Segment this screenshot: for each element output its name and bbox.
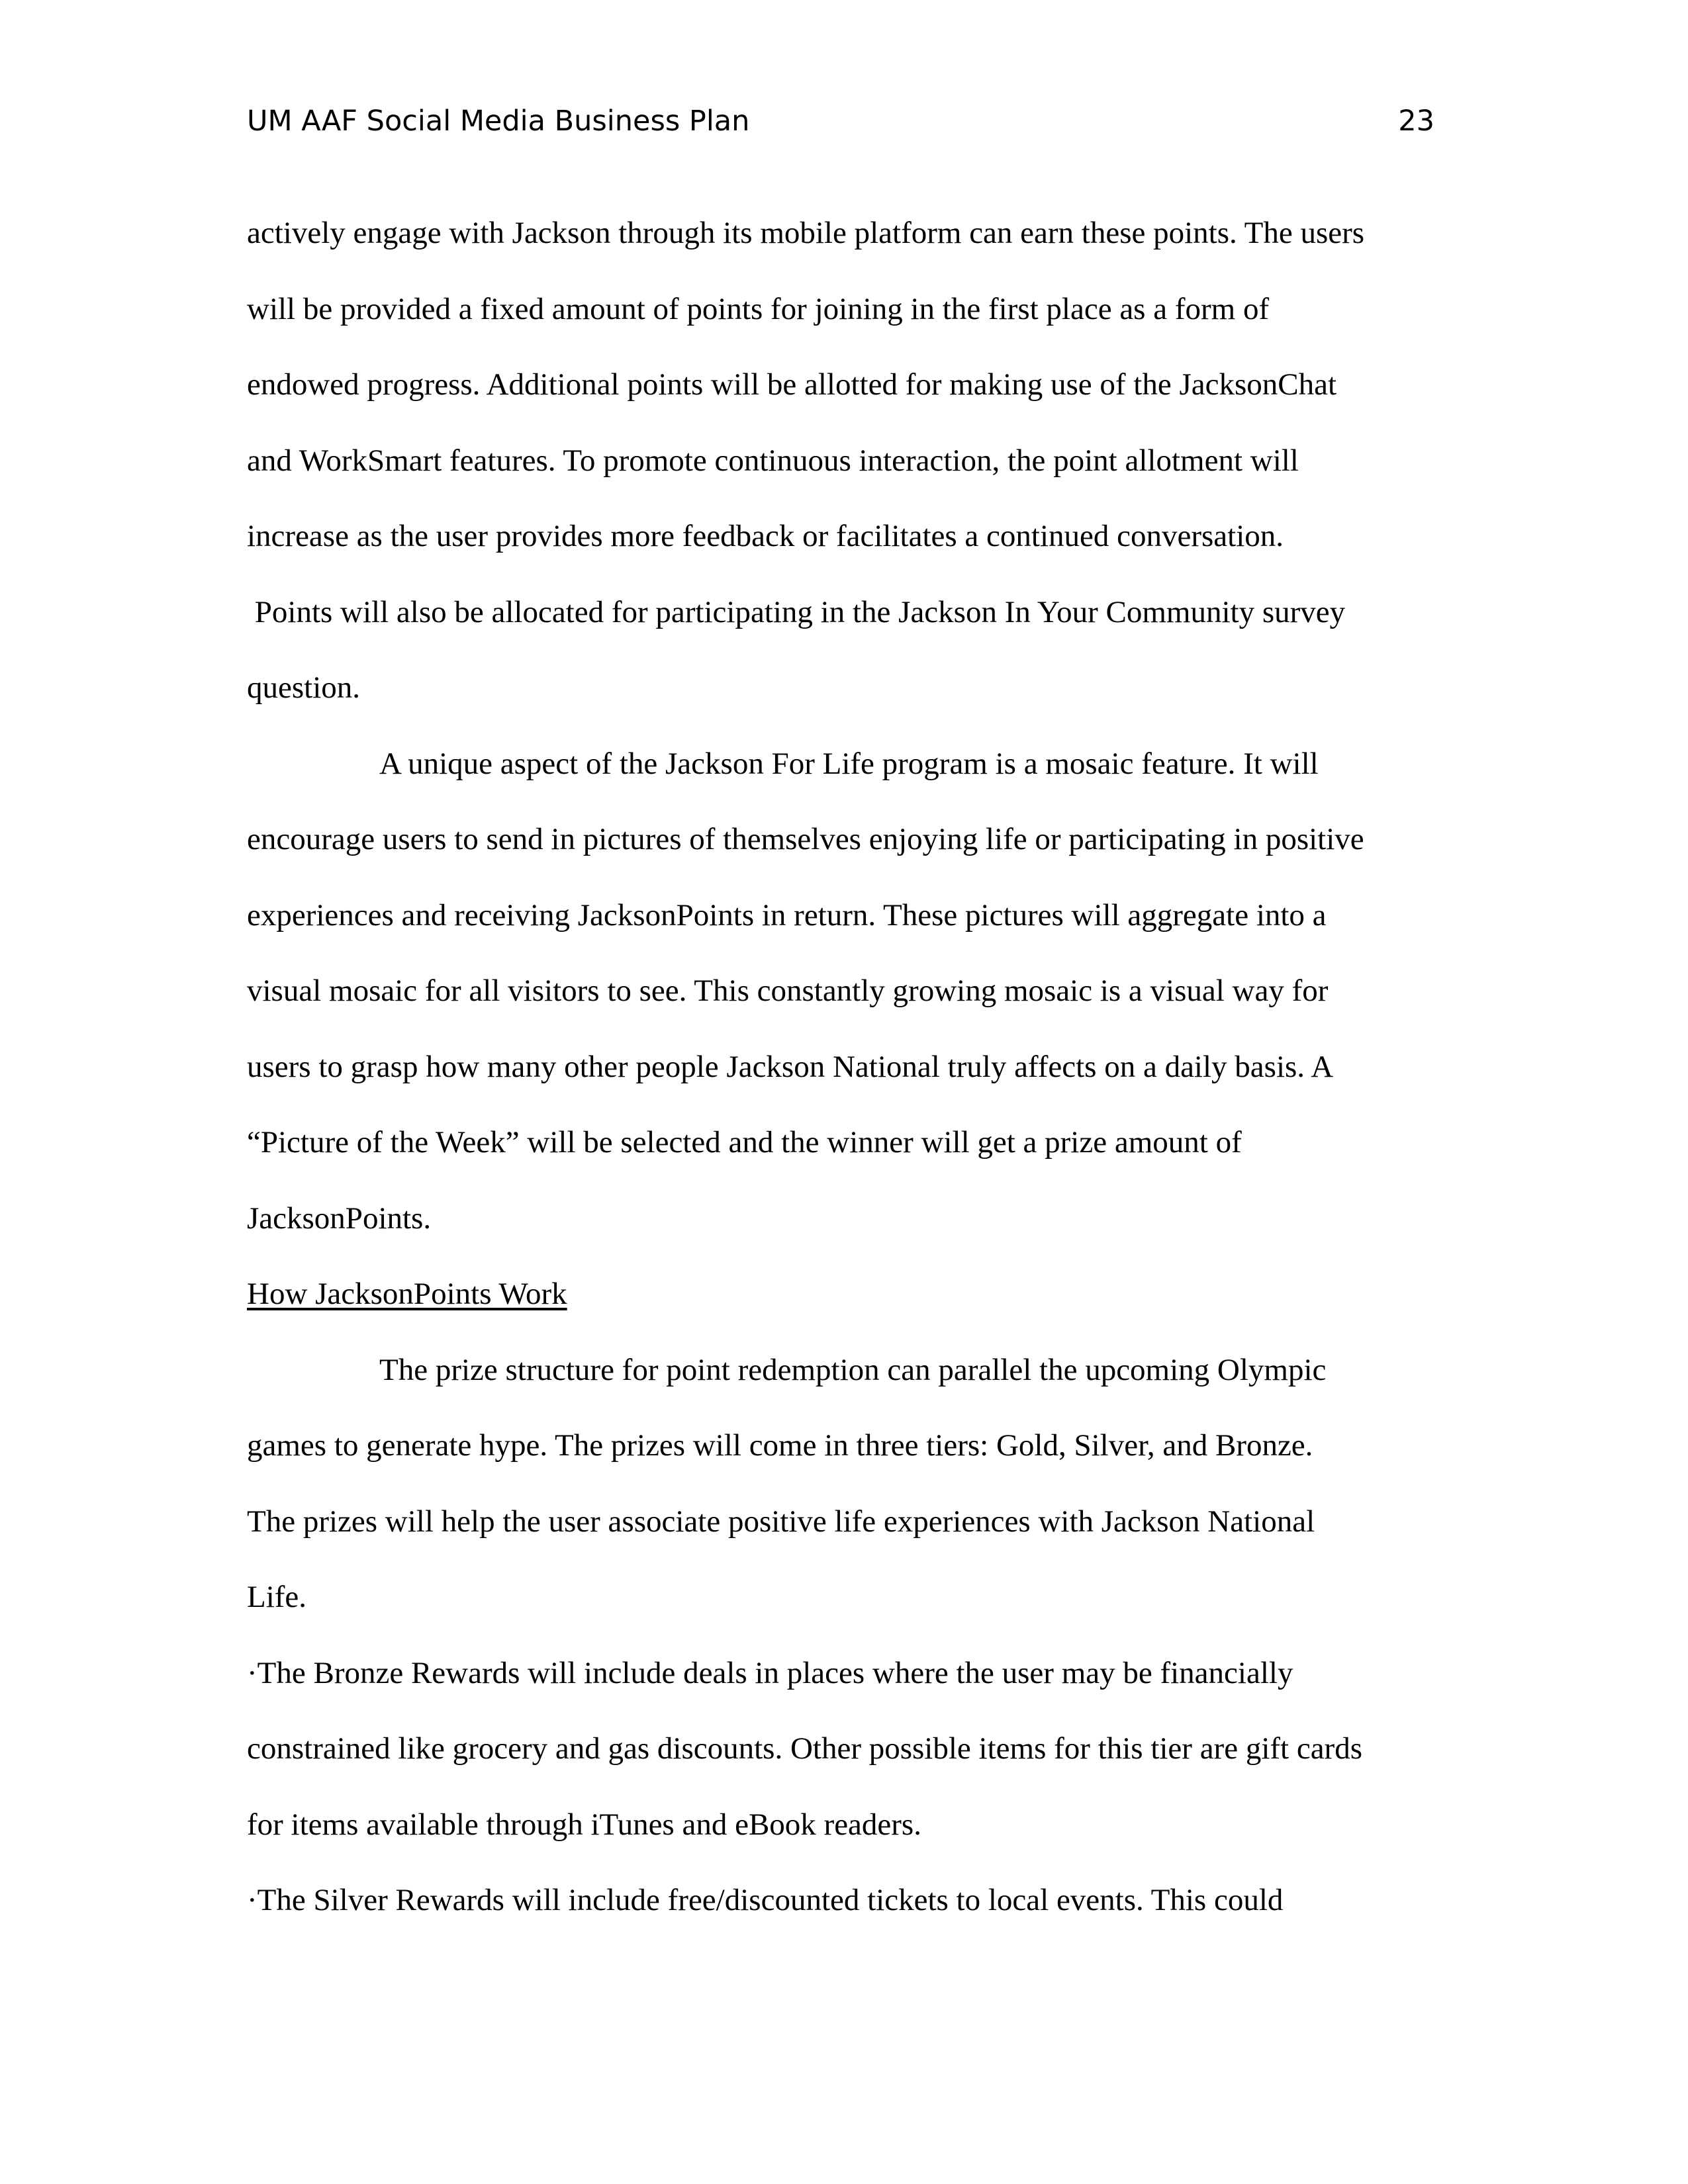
running-header — [247, 98, 1434, 144]
text-line: The prizes will help the user associate positive life experiences with Jackson National — [247, 1504, 1315, 1539]
paragraph-first-line: The prize structure for point redemption can parallel the upcoming Olympic — [379, 1352, 1327, 1387]
text-line: constrained like grocery and gas discounts. Other possible items for this tier are gift cards — [247, 1731, 1363, 1766]
paragraph-first-line: A unique aspect of the Jackson For Life program is a mosaic feature. It will — [379, 746, 1319, 781]
text-line: users to grasp how many other people Jackson National truly affects on a daily basis. A — [247, 1049, 1334, 1084]
bullet-item-line: ·The Silver Rewards will include free/discounted tickets to local events. This could — [247, 1883, 1284, 1917]
text-line: and WorkSmart features. To promote continuous interaction, the point allotment will — [247, 443, 1299, 478]
text-line: for items available through iTunes and eBook readers. — [247, 1807, 921, 1842]
text-line: visual mosaic for all visitors to see. This constantly growing mosaic is a visual way for — [247, 974, 1329, 1008]
text-line: JacksonPoints. — [247, 1201, 432, 1236]
text-line: actively engage with Jackson through its mobile platform can earn these points. The users — [247, 216, 1365, 250]
text-line: endowed progress. Additional points will be allotted for making use of the JacksonChat — [247, 367, 1337, 402]
text-line: will be provided a fixed amount of points for joining in the first place as a form of — [247, 291, 1270, 326]
section-heading-line — [247, 1256, 1434, 1332]
text-line: “Picture of the Week” will be selected and the winner will get a prize amount of — [247, 1125, 1242, 1160]
text-line: games to generate hype. The prizes will come in three tiers: Gold, Silver, and Bronze. — [247, 1428, 1313, 1463]
text-line: Points will also be allocated for participating in the Jackson In Your Community survey — [247, 594, 1346, 629]
text-line: experiences and receiving JacksonPoints in return. These pictures will aggregate into a — [247, 897, 1327, 933]
document-title: UM AAF Social Media Business Plan — [247, 105, 750, 138]
text-line: Life. — [247, 1580, 307, 1614]
text-line: encourage users to send in pictures of themselves enjoying life or participating in positive — [247, 822, 1364, 856]
page-number: 23 — [1398, 105, 1434, 138]
body-text — [247, 195, 1434, 1938]
section-heading: How JacksonPoints Work — [247, 1277, 567, 1311]
text-line: increase as the user provides more feedback or facilitates a continued conversation. — [247, 519, 1284, 553]
bullet-item-line: ·The Bronze Rewards will include deals in places where the user may be financially — [247, 1655, 1293, 1690]
text-line: question. — [247, 670, 361, 705]
